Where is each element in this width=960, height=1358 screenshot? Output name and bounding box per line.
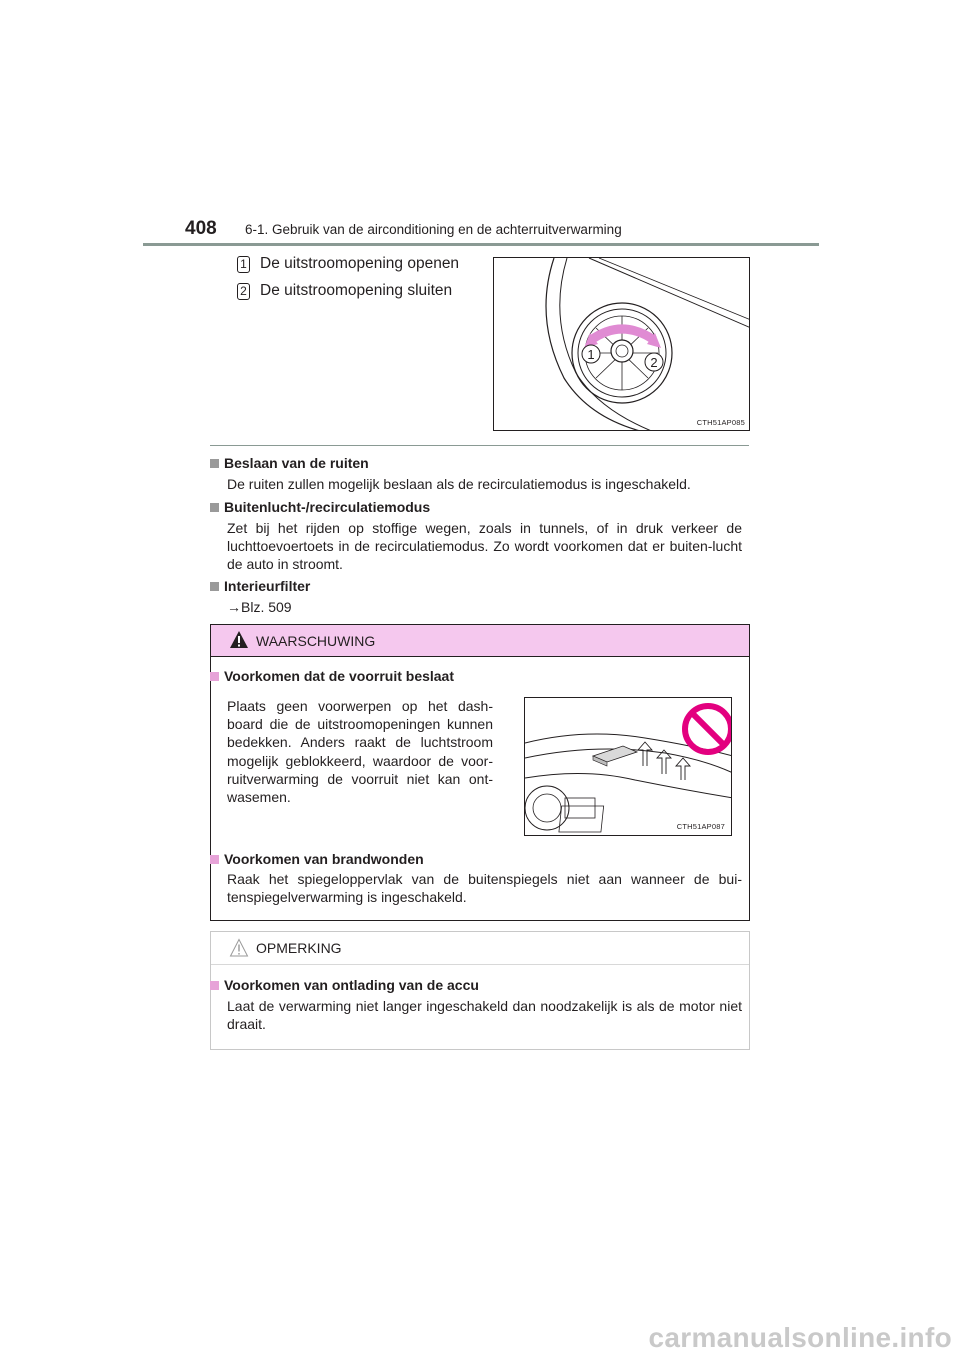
bullet-square-icon: [210, 672, 219, 681]
dashboard-illustration: [524, 697, 732, 836]
warning-item-text: Plaats geen voorwerpen op het dash-board die de uitstroomopeningen kunnen bedekken. Anders raakt de luchtstroom mogelijk geblokkeerd, waardoor de voor-ruitverwarming de voorruit niet kan ont-wasemen.: [227, 698, 493, 806]
callout-1: 1: [587, 347, 595, 362]
step-close-vent: [237, 282, 452, 300]
info-heading-filter: [210, 578, 310, 594]
warning-item-title: Voorkomen dat de voorruit beslaat: [224, 668, 455, 684]
bullet-square-icon: [210, 582, 219, 591]
section-title: 6-1. Gebruik van de airconditioning en de achterruitverwarming: [245, 222, 622, 237]
watermark: carmanualsonline.info: [648, 1322, 952, 1353]
warning-item-heading: [210, 851, 424, 867]
warning-item-text: Raak het spiegeloppervlak van de buitenspiegels niet aan wanneer de bui-tenspiegelverwarming is ingeschakeld.: [227, 871, 742, 905]
bullet-square-icon: [210, 855, 219, 864]
section-divider: [210, 445, 749, 446]
warning-triangle-icon: [229, 630, 249, 649]
info-heading-fogging: [210, 455, 369, 471]
warning-heading: WAARSCHUWING: [256, 633, 376, 649]
warning-header: [211, 625, 749, 657]
step-number-badge: 2: [237, 283, 250, 300]
header-divider: [143, 243, 819, 246]
info-text: Zet bij het rijden op stoffige wegen, zoals in tunnels, of in druk verkeer de luchttoevoertoets in de recirculatiemodus. Zo wordt voorkomen dat er buiten-lucht de auto in stroomt.: [227, 520, 742, 572]
info-title: Buitenlucht-/recirculatiemodus: [224, 499, 431, 515]
step-number-badge: 1: [237, 256, 250, 273]
notice-heading: OPMERKING: [256, 940, 342, 956]
notice-item-title: Voorkomen van ontlading van de accu: [224, 977, 479, 993]
info-text: De ruiten zullen mogelijk beslaan als de recirculatiemodus is ingeschakeld.: [227, 476, 691, 492]
dashboard-drawing: [525, 698, 732, 836]
air-vent-illustration: [493, 257, 750, 431]
air-vent-drawing: [494, 258, 750, 431]
warning-item-heading: [210, 668, 454, 684]
step-open-vent: [237, 255, 459, 273]
info-heading-recirculation: [210, 499, 430, 515]
callout-2: 2: [650, 355, 658, 370]
figure-code: CTH51AP087: [676, 822, 725, 831]
bullet-square-icon: [210, 503, 219, 512]
notice-triangle-icon: [229, 938, 249, 957]
step-label: De uitstroomopening sluiten: [260, 282, 453, 299]
bullet-square-icon: [210, 981, 219, 990]
step-label: De uitstroomopening openen: [260, 255, 460, 272]
figure-code: CTH51AP085: [696, 418, 745, 427]
info-title: Beslaan van de ruiten: [224, 455, 369, 471]
page-number: 408: [185, 218, 217, 239]
notice-item-heading: [210, 977, 479, 993]
info-text: →Blz. 509: [227, 599, 292, 615]
notice-header: [211, 932, 749, 965]
notice-item-text: Laat de verwarming niet langer ingeschakeld dan noodzakelijk is als de motor niet draait.: [227, 998, 742, 1032]
warning-item-title: Voorkomen van brandwonden: [224, 851, 424, 867]
bullet-square-icon: [210, 459, 219, 468]
info-title: Interieurfilter: [224, 578, 311, 594]
